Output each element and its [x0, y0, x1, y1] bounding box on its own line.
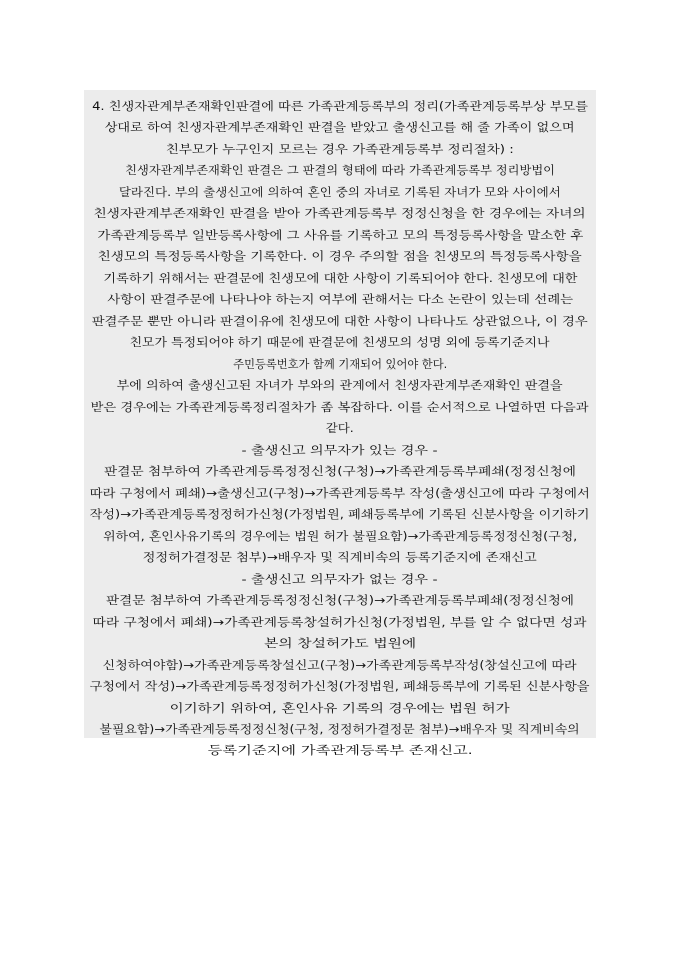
- paragraph-line: 판결문 첨부하여 가족관계등록정정신청(구청)→가족관계등록부폐쇄(정정신청에: [104, 465, 576, 478]
- paragraph-line: 친생모의 특정등록사항을 기록한다. 이 경우 주의할 점을 친생모의 특정등록사항을: [97, 250, 583, 263]
- paragraph-line: 같다.: [325, 422, 354, 435]
- paragraph-line: 위하여, 혼인사유기록의 경우에는 법원 허가 불필요함)→가족관계등록정정신청(구청,: [102, 530, 578, 543]
- paragraph-line: 따라 구청에서 폐쇄)→출생신고(구청)→가족관계등록부 작성(출생신고에 따라 구청에서: [89, 487, 591, 500]
- paragraph-line: 사항이 판결주문에 나타나야 하는지 여부에 관해서는 다소 논란이 있는데 선례는: [107, 293, 573, 306]
- paragraph-line: 판결주문 뿐만 아니라 판결이유에 친생모에 대한 사항이 나타나도 상관없으나, 이 경우: [91, 315, 589, 328]
- paragraph-line: 달라진다. 부의 출생신고에 의하여 혼인 중의 자녀로 기록된 자녀가 모와 사이에서: [118, 186, 561, 199]
- paragraph-line: 가족관계등록부 일반등록사항에 그 사유를 기록하고 모의 특정등록사항을 말소한 후: [97, 229, 583, 242]
- paragraph-line: 이기하기 위하여, 혼인사유 기록의 경우에는 법원 허가: [169, 702, 511, 715]
- paragraph-line: 주민등록번호가 함께 기재되어 있어야 한다.: [233, 358, 447, 371]
- paragraph-line: 따라 구청에서 폐쇄)→가족관계등록창설허가신청(가정법원, 부를 알 수 없다면 성과: [93, 616, 587, 629]
- paragraph-line: 친모가 특정되어야 하기 때문에 판결문에 친생모의 성명 외에 등록기준지나: [130, 336, 550, 349]
- section-heading: - 출생신고 의무자가 있는 경우 -: [241, 444, 439, 457]
- heading-line-1: 4. 친생자관계부존재확인판결에 따른 가족관계등록부의 정리(가족관계등록부상 부모를: [92, 100, 588, 113]
- paragraph-line: 정정허가결정문 첨부)→배우자 및 직계비속의 등록기준지에 존재신고: [142, 551, 538, 564]
- paragraph-line: 본의 창설허가도 법원에: [263, 637, 417, 650]
- heading-line-3: 친부모가 누구인지 모르는 경우 가족관계등록부 정리절차) :: [166, 143, 514, 156]
- paragraph-line: 부에 의하여 출생신고된 자녀가 부와의 관계에서 친생자관계부존재확인 판결을: [116, 379, 564, 392]
- paragraph-line: 받은 경우에는 가족관계등록정리절차가 좀 복잡하다. 이를 순서적으로 나열하면 다음과: [91, 401, 589, 414]
- heading-line-2: 상대로 하여 친생자관계부존재확인 판결을 받았고 출생신고를 해 줄 가족이 없으며: [105, 121, 575, 134]
- paragraph-line: 기록하기 위해서는 판결문에 친생모에 대한 사항이 기록되어야 한다. 친생모에 대한: [102, 272, 578, 285]
- text-panel: [84, 90, 596, 757]
- paragraph-line: 친생자관계부존재확인 판결은 그 판결의 형태에 따라 가족관계등록부 정리방법이: [125, 164, 555, 177]
- paragraph-line: 친생자관계부존재확인 판결을 받아 가족관계등록부 정정신청을 한 경우에는 자녀의: [93, 207, 587, 220]
- paragraph-line: 불필요함)→가족관계등록정정신청(구청, 정정허가결정문 첨부)→배우자 및 직계비속의: [99, 723, 581, 736]
- paragraph-line: 신청하여야함)→가족관계등록창설신고(구청)→가족관계등록부작성(창설신고에 따라: [102, 659, 578, 672]
- paragraph-line: 판결문 첨부하여 가족관계등록정정신청(구청)→가족관계등록부폐쇄(정정신청에: [105, 594, 574, 607]
- paragraph-line: 등록기준지에 가족관계등록부 존재신고.: [207, 744, 473, 757]
- paragraph-line: 작성)→가족관계등록정정허가신청(가정법원, 폐쇄등록부에 기록된 신분사항을 이기하기: [90, 508, 590, 521]
- paragraph-line: 구청에서 작성)→가족관계등록정정허가신청(가정법원, 폐쇄등록부에 기록된 신분사항을: [90, 680, 590, 693]
- section-heading: - 출생신고 의무자가 없는 경우 -: [241, 573, 439, 586]
